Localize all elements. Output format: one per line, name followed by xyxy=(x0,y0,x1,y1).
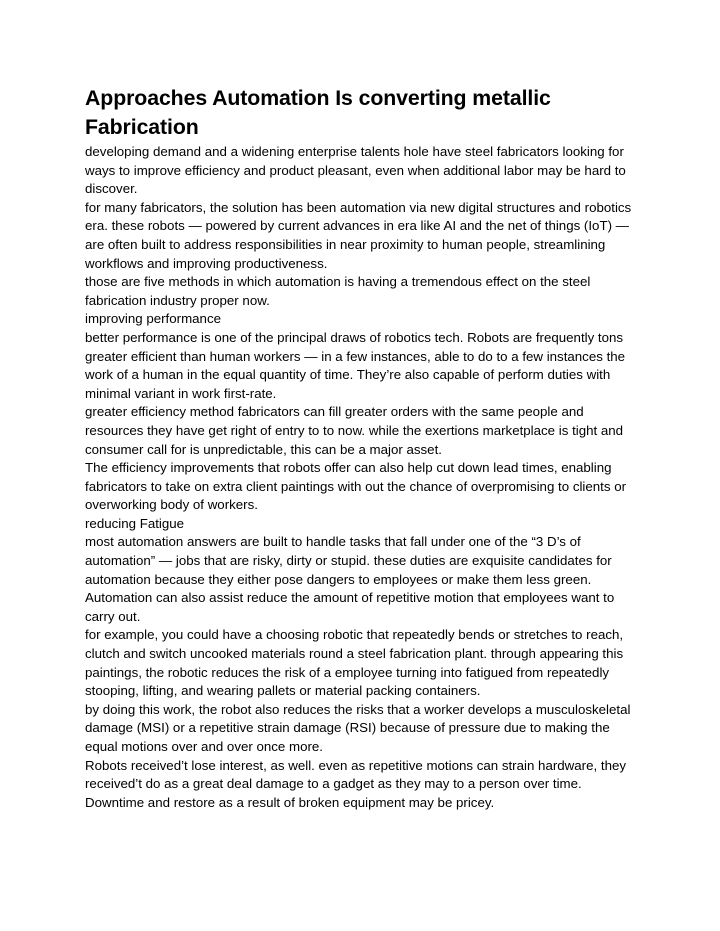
paragraph-6: The efficiency improvements that robots offer can also help cut down lead times, enabling fabricators to take on extra client paintings with out the chance of overpromising to clients or overworking body of workers. xyxy=(85,460,627,513)
subheading-reducing-fatigue: reducing Fatigue xyxy=(85,515,185,531)
paragraph-8: Automation can also assist reduce the amount of repetitive motion that employees want to carry out. xyxy=(85,590,615,624)
paragraph-1: developing demand and a widening enterprise talents hole have steel fabricators looking for ways to improve efficiency and product pleasant, even when additional labor may be hard to discover. xyxy=(85,144,626,197)
document-page xyxy=(85,84,635,812)
document-title: Approaches Automation Is converting metallic Fabrication xyxy=(85,86,551,139)
paragraph-3: those are five methods in which automation is having a tremendous effect on the steel fabrication industry proper now. xyxy=(85,274,591,308)
document-body xyxy=(85,143,635,812)
subheading-improving-performance: improving performance xyxy=(85,311,221,327)
paragraph-9: for example, you could have a choosing robotic that repeatedly bends or stretches to reach, clutch and switch uncooked materials round a steel fabrication plant. through appearing this paintings, the robotic reduces the risk of a employee turning into fatigued from repeatedly stooping, lifting, and wearing pallets or material packing containers. xyxy=(85,627,624,699)
paragraph-4: better performance is one of the principal draws of robotics tech. Robots are frequently tons greater efficient than human workers — in a few instances, able to do to a few instances the work of a human in the equal quantity of time. They’re also capable of perform duties with minimal variant in work first-rate. xyxy=(85,329,626,401)
paragraph-7: most automation answers are built to handle tasks that fall under one of the “3 D’s of automation” — jobs that are risky, dirty or stupid. these duties are exquisite candidates for automation because they either pose dangers to employees or make them less green. xyxy=(85,534,612,587)
paragraph-2: for many fabricators, the solution has been automation via new digital structures and robotics era. these robots — powered by current advances in era like AI and the net of things (IoT) — are often built to address responsibilities in near proximity to human people, streamlining workflows and improving productiveness. xyxy=(85,199,632,271)
paragraph-11: Robots received’t lose interest, as well. even as repetitive motions can strain hardware, they received’t do as a great deal damage to a gadget as they may to a person over time. Downtime and restore as a result of broken equipment may be pricey. xyxy=(85,757,627,810)
paragraph-10: by doing this work, the robot also reduces the risks that a worker develops a musculoskeletal damage (MSI) or a repetitive strain damage (RSI) because of pressure due to making the equal motions over and over once more. xyxy=(85,701,631,754)
paragraph-5: greater efficiency method fabricators can fill greater orders with the same people and resources they have get right of entry to to now. while the exertions marketplace is tight and consumer call for is unpredictable, this can be a major asset. xyxy=(85,404,624,457)
